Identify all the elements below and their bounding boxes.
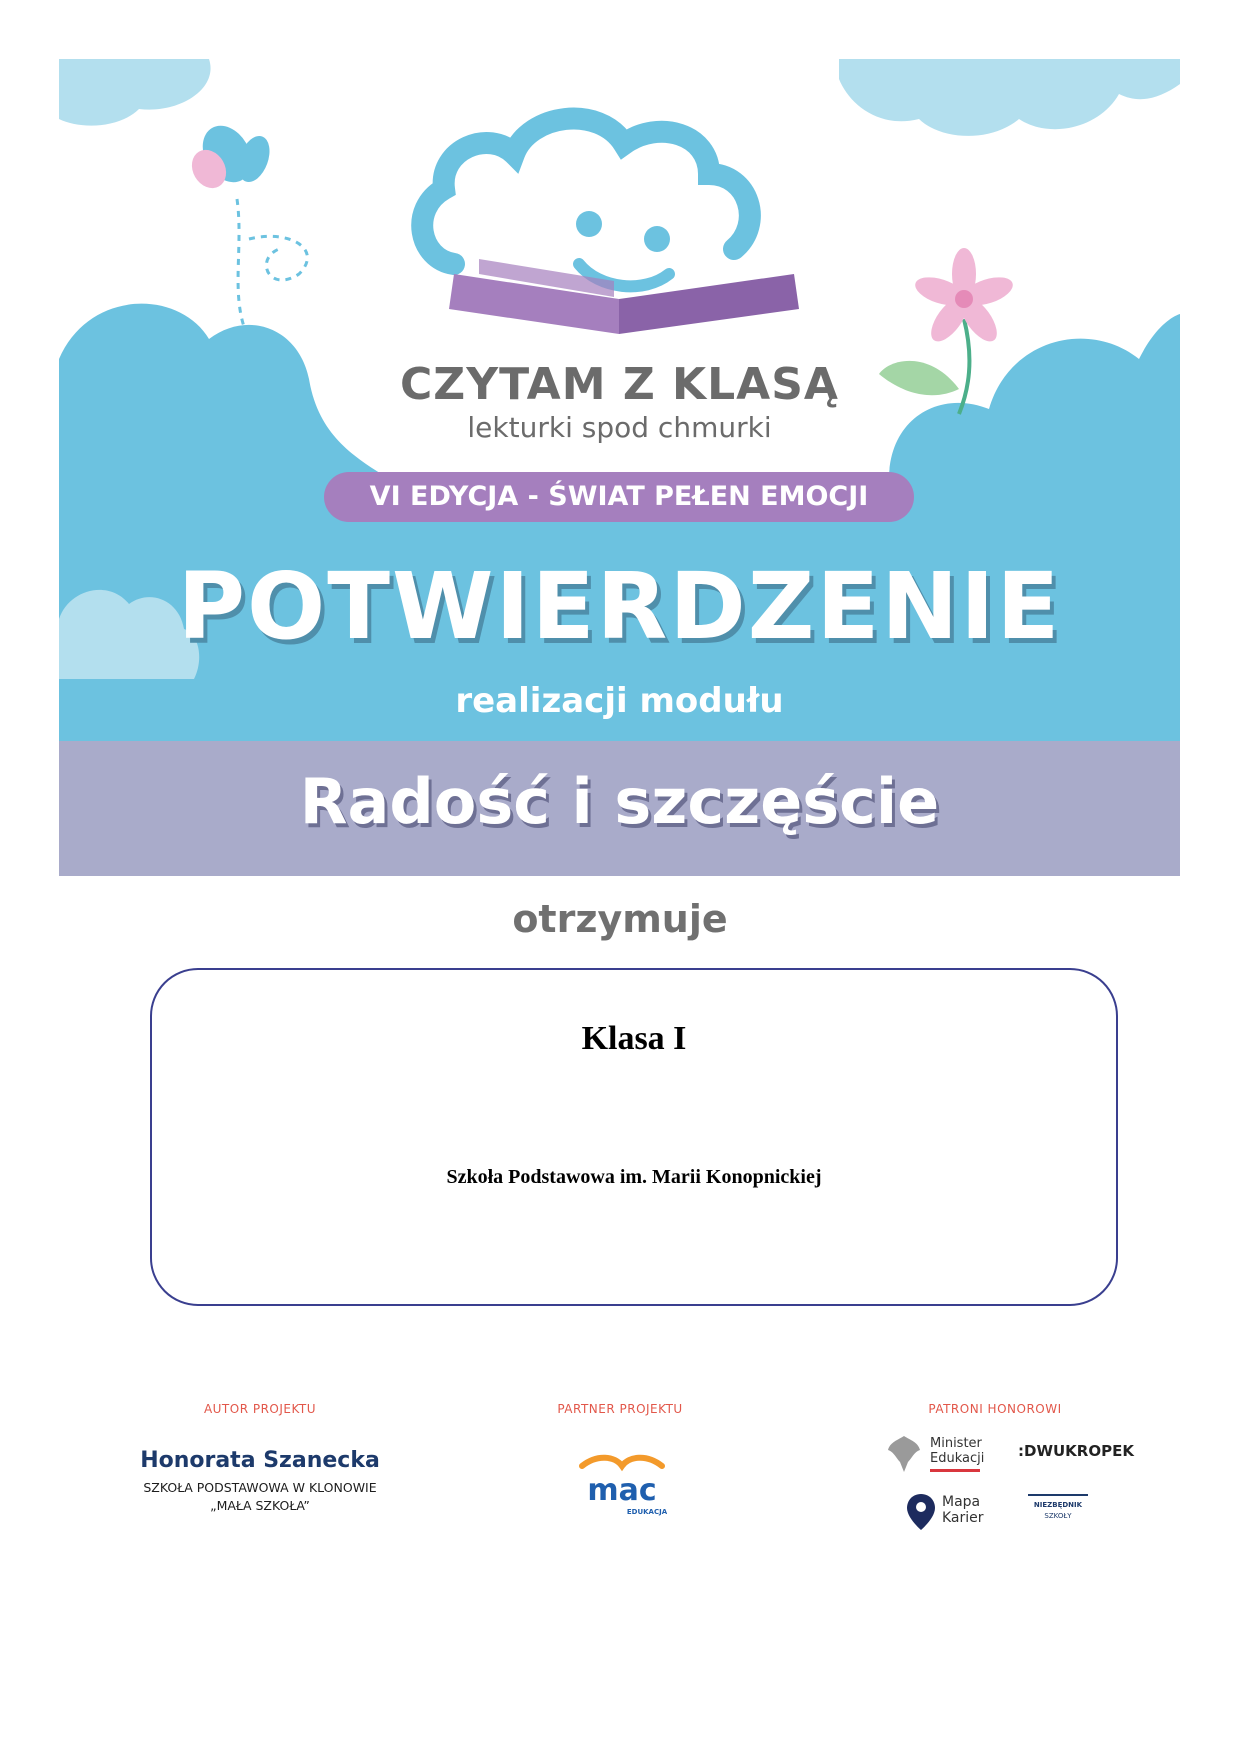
module-name: Radość i szczęście <box>299 765 940 838</box>
footer-partner <box>530 1402 710 1416</box>
patron-niezbednik: NIEZBĘDNIK SZKOŁY <box>1018 1494 1098 1522</box>
header-banner <box>59 59 1180 741</box>
recipient-school: Szkoła Podstawowa im. Marii Konopnickiej <box>446 1166 822 1188</box>
mac-logo-text: mac <box>587 1473 657 1508</box>
author-school <box>110 1479 410 1515</box>
recipient-box <box>150 968 1118 1306</box>
edition-badge: VI EDYCJA - ŚWIAT PEŁEN EMOCJI <box>324 472 914 522</box>
author-school-line1: SZKOŁA PODSTAWOWA W KLONOWIE <box>143 1480 377 1495</box>
mac-edukacja-logo <box>577 1452 667 1522</box>
minister-red-bar <box>930 1469 980 1472</box>
map-pin-icon <box>906 1492 936 1532</box>
logo-title: CZYTAM Z KLASĄ <box>400 359 839 410</box>
author-school-line2: „MAŁA SZKOŁA” <box>210 1498 310 1513</box>
patron-minister: Minister Edukacji <box>930 1436 984 1472</box>
author-name: Honorata Szanecka <box>140 1448 380 1473</box>
recipient-class: Klasa I <box>581 1020 687 1057</box>
certificate-subheadline: realizacji modułu <box>455 681 784 721</box>
mac-logo-subtext: EDUKACJA <box>626 1508 667 1516</box>
receives-label: otrzymuje <box>512 897 728 941</box>
certificate-headline: POTWIERDZENIE <box>177 553 1062 660</box>
eagle-emblem-icon <box>884 1432 924 1476</box>
logo-subtitle: lekturki spod chmurki <box>467 411 772 444</box>
niezbednik-line <box>1028 1494 1088 1496</box>
patron-logos <box>880 1432 1134 1552</box>
footer-patrons <box>870 1402 1120 1416</box>
patrons-heading: PATRONI HONOROWI <box>928 1402 1062 1416</box>
patron-mapa-karier: Mapa Karier <box>942 1494 984 1526</box>
partner-heading: PARTNER PROJEKTU <box>557 1402 683 1416</box>
author-heading: AUTOR PROJEKTU <box>203 1402 317 1416</box>
patron-dwukropek: :DWUKROPEK <box>1018 1442 1134 1460</box>
module-band <box>59 741 1180 876</box>
footer-author <box>110 1402 410 1515</box>
